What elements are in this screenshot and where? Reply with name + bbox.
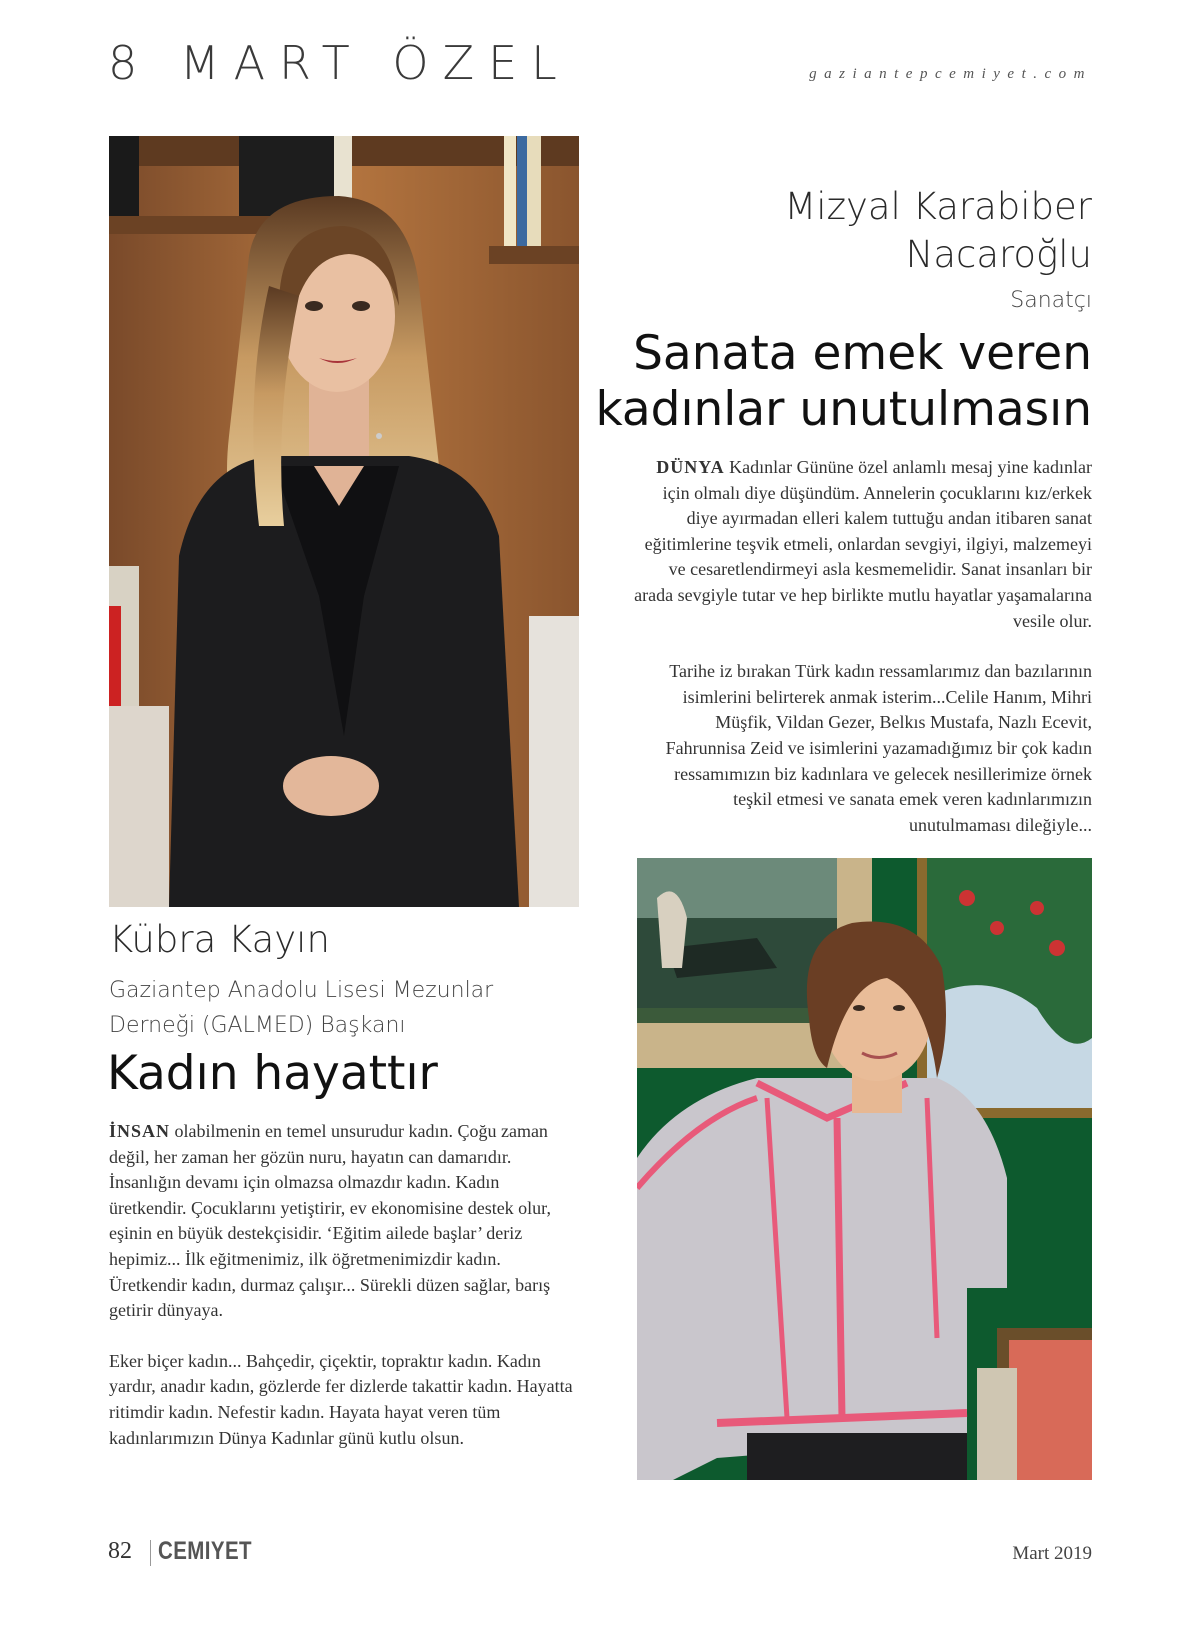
article-headline-left: Kadın hayattır <box>107 1046 438 1101</box>
article-body-right <box>632 455 1092 863</box>
issue-date: Mart 2019 <box>1012 1543 1092 1564</box>
body-paragraph: Tarihe iz bırakan Türk kadın ressamlarımız dan bazılarının isimlerini belirterek anmak isterim...Celile Hanım, Mihri Müşfik, Vildan Gezer, Belkıs Mustafa, Nazlı Ecevit, Fahrunnisa Zeid ve isimlerini yazamadığımız bir çok kadın ressamımızın biz kadınlara ve gelecek nesillerimize örnek teşkil etmesi ve sanata emek veren kadınlarımızın unutulmaması dileğiyle... <box>665 661 1092 835</box>
paragraph-text: Kadınlar Gününe özel anlamlı mesaj yine kadınlar için olmalı diye düşündüm. Annelerin çocuklarını kız/erkek diye ayırmadan elleri kalem tuttuğu andan itibaren sanat eğitimlerine teşvik etmeli, onlardan sevgiyi, ilgiyi, malzemeyi ve cesaretlendirmeyi asla kesmemelidir. Sanat insanları bir arada sevgiyle tutar ve hep birlikte mutlu hayatlar yaşamalarına vesile olur. <box>634 457 1092 631</box>
body-paragraph <box>109 1119 579 1324</box>
portrait-photo-kubra <box>109 136 579 907</box>
page-number: 82 <box>108 1538 132 1564</box>
paragraph-text: olabilmenin en temel unsurudur kadın. Çoğu zaman değil, her zaman her gözün nuru, hayatın can damarıdır. İnsanlığın devamı için olmazsa olmazdır kadın. Kadın üretkendir. Çocuklarını yetiştirir, ev ekonomisine destek olur, eşinin en büyük destekçisidir. ‘Eğitim ailede başlar’ deriz hepimiz... İlk eğitmenimiz, ilk öğretmenimizdir kadın. Üretkendir kadın, durmaz çalışır... Sürekli düzen sağlar, barış getirir dünyaya. <box>109 1121 551 1321</box>
president-role: Gaziantep Anadolu Lisesi Mezunlar Derneği (GALMED) Başkanı <box>109 978 494 1038</box>
artist-role: Sanatçı <box>1010 288 1092 313</box>
body-paragraph: Eker biçer kadın... Bahçedir, çiçektir, topraktır kadın. Kadın yardır, anadır kadın, gözlerde fer dizlerde takattir kadın. Hayatta ritimdir kadın. Nefestir kadın. Hayata hayat veren tüm kadınlarımızın Dünya Kadınlar günü kutlu olsun. <box>109 1350 573 1448</box>
portrait-photo-mizyal <box>637 858 1092 1480</box>
article-body-left <box>109 1119 579 1476</box>
lead-word: İNSAN <box>109 1121 171 1141</box>
magazine-name: CEMIYET <box>158 1537 252 1565</box>
section-title: 8 MART ÖZEL <box>108 36 571 90</box>
body-paragraph <box>632 455 1092 634</box>
site-url: gaziantepcemiyet.com <box>809 66 1092 82</box>
article-headline-right: Sanata emek veren kadınlar unutulmasın <box>595 326 1092 437</box>
footer-divider <box>150 1540 151 1566</box>
artist-name: Mizyal Karabiber Nacaroğlu <box>784 185 1092 276</box>
president-name: Kübra Kayın <box>109 918 330 961</box>
lead-word: DÜNYA <box>656 457 725 477</box>
